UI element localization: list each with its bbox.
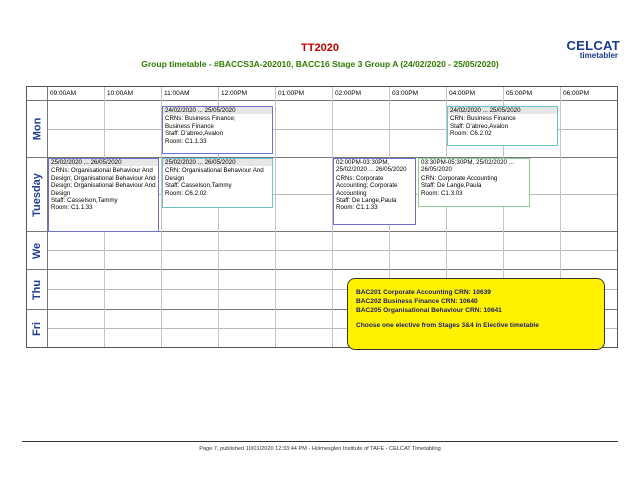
event-business-finance[interactable] (162, 106, 273, 154)
event-staff: Staff: D'abreo,Avalon (165, 130, 224, 138)
event-org-behaviour-2[interactable] (162, 158, 273, 208)
day-text: Tuesday (31, 172, 43, 217)
event-room: Room: C1.1.33 (165, 137, 207, 145)
day-label-mon (27, 101, 47, 157)
event-date-range: 24/02/2020 ... 25/05/2020 (448, 107, 557, 114)
event-room: Room: C6.2.02 (450, 130, 492, 138)
event-staff: Staff: D'abreo,Avalon (450, 122, 509, 130)
logo-sub-text: timetabler (579, 51, 618, 60)
event-room: Room: C1.3.03 (421, 189, 463, 197)
event-crn-cont: Business Finance (165, 122, 214, 130)
time-label: 09:00AM (50, 90, 77, 97)
day-text: We (31, 242, 43, 259)
event-date-range: 25/02/2020 ... 26/05/2020 (163, 159, 272, 166)
day-text: Fri (31, 321, 43, 336)
day-text: Thu (31, 279, 44, 300)
event-staff: Staff: Casselson,Tammy (165, 182, 232, 190)
celcat-logo (538, 38, 620, 62)
footer-divider (22, 441, 618, 442)
day-label-tuesday (27, 158, 47, 231)
event-date-range: 24/02/2020 ... 25/05/2020 (163, 107, 272, 114)
event-date-range: 25/02/2020 ... 26/05/2020 (49, 159, 158, 166)
time-label: 06:00PM (563, 90, 590, 97)
logo-main-text: CELCAT (566, 38, 620, 53)
event-staff: Staff: Casselson,Tammy (51, 197, 118, 205)
time-label: 11:00AM (164, 90, 190, 97)
note-crn-line: BAC201 Corporate Accounting CRN: 10639 (356, 289, 491, 296)
day-divider (27, 269, 617, 270)
event-crn: CRNs: Corporate Accounting; Corporate Accounting (336, 174, 398, 197)
time-label: 04:00PM (449, 90, 476, 97)
time-label: 05:00PM (506, 90, 533, 97)
event-crn: CRNs: Organisational Behaviour And Design; Organisational Behaviour And Design; Organisational Behaviour And Design (51, 167, 156, 197)
event-staff: Staff: De Lange,Paula (336, 197, 397, 205)
event-room: Room: C6.2.02 (165, 189, 207, 197)
event-business-finance-2[interactable] (447, 106, 558, 146)
page-subtitle: Group timetable - #BACCS3A-202010, BACC16 Stage 3 Group A (24/02/2020 - 25/05/2020) (141, 59, 499, 69)
event-corporate-accounting[interactable] (333, 158, 416, 225)
day-label-wed (27, 232, 47, 269)
event-corporate-accounting-2[interactable] (418, 158, 530, 207)
time-label: 10:00AM (107, 90, 134, 97)
header-row-divider (27, 100, 617, 101)
elective-note (347, 278, 605, 350)
event-date-range: 03:30PM-05:30PM, 25/02/2020 ... 26/05/2020 (419, 159, 529, 174)
note-crn-line: BAC205 Organisational Behaviour CRN: 10641 (356, 307, 502, 314)
time-label: 01:00PM (278, 90, 305, 97)
event-crn: CRN: Corporate Accounting (421, 174, 498, 182)
page-title: TT2020 (301, 42, 339, 54)
day-text: Mon (31, 117, 44, 141)
page-footer: Page 7, published 10/01/2020 12:33:44 PM - Holmesglen Institute of TAFE - CELCAT Timetabling (199, 446, 441, 452)
event-crn: CRN: Organisational Behaviour And Design (165, 167, 264, 182)
note-crn-line: BAC202 Business Finance CRN: 10640 (356, 298, 478, 305)
event-crn: CRNs: Business Finance; (165, 115, 236, 123)
event-staff: Staff: De Lange,Paula (421, 182, 482, 190)
event-room: Room: C1.1.33 (51, 204, 93, 212)
time-label: 02:00PM (335, 90, 362, 97)
event-crn: CRN: Business Finance (450, 115, 516, 123)
day-label-thu (27, 270, 47, 309)
event-org-behaviour[interactable] (48, 158, 159, 232)
column-divider (275, 87, 276, 347)
note-elective: Choose one elective from Stages 3&4 in Elective timetable (356, 322, 539, 329)
day-label-fri (27, 310, 47, 347)
time-label: 03:00PM (392, 90, 419, 97)
event-room: Room: C1.1.33 (336, 204, 378, 212)
event-date-range: 02:00PM-03:30PM, 25/02/2020 ... 26/05/2020 (334, 159, 415, 174)
time-label: 12:00PM (221, 90, 248, 97)
